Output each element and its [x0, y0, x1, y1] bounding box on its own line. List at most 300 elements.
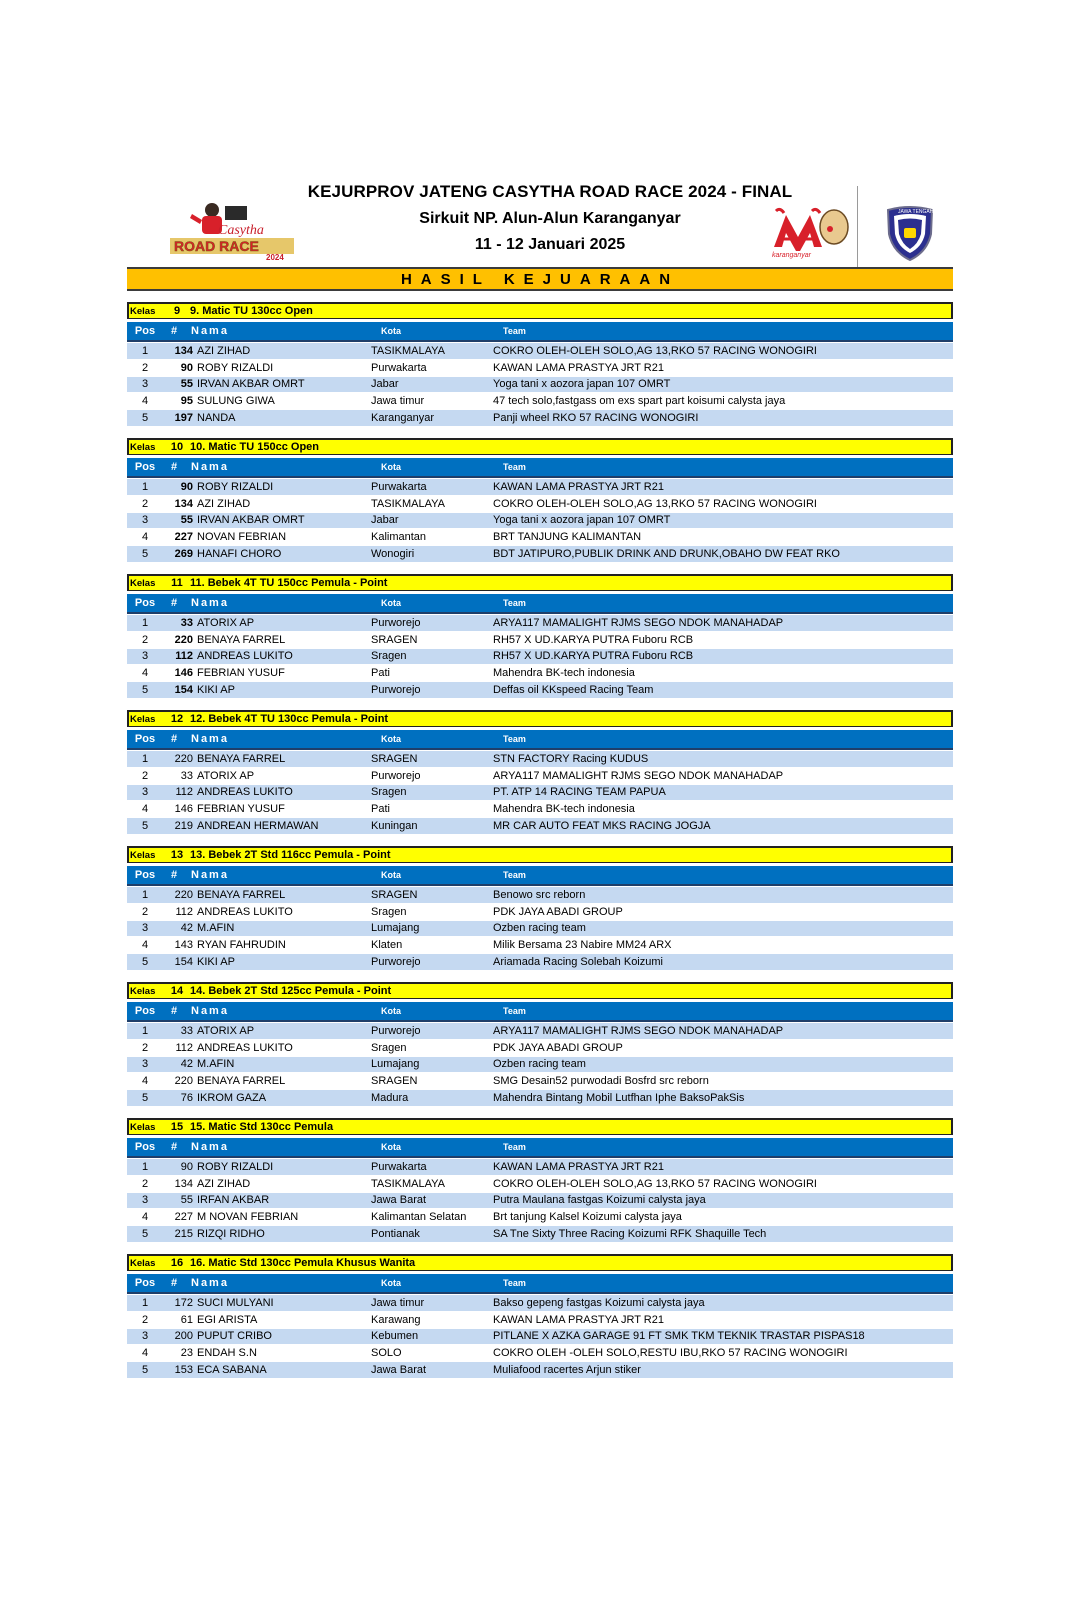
rider-team: Brt tanjung Kalsel Koizumi calysta jaya [493, 1211, 682, 1224]
position: 2 [141, 905, 149, 918]
result-row [127, 376, 953, 393]
rider-city: Sragen [371, 905, 407, 918]
rider-city: Sragen [371, 1041, 407, 1054]
col-pos: Pos [134, 869, 156, 881]
rider-team: Deffas oil KKspeed Racing Team [493, 684, 654, 697]
rider-team: MR CAR AUTO FEAT MKS RACING JOGJA [493, 820, 711, 833]
rider-city: Wonogiri [371, 548, 415, 561]
position: 4 [141, 667, 149, 680]
col-kota: Kota [381, 1142, 401, 1152]
position: 2 [141, 1313, 149, 1326]
race-number: 154 [174, 956, 193, 969]
position: 1 [141, 1024, 149, 1037]
rider-name: ROBY RIZALDI [197, 1160, 274, 1173]
col-nama: Nama [191, 1005, 229, 1017]
class-title-bar [127, 1118, 953, 1135]
race-number: 200 [174, 1330, 193, 1343]
position: 1 [141, 616, 149, 629]
rider-city: Klaten [371, 939, 403, 952]
col-team: Team [503, 870, 526, 880]
result-row [127, 817, 953, 834]
kelas-number: 9 [173, 305, 181, 317]
col-number: # [170, 325, 178, 337]
rider-city: TASIKMALAYA [371, 1177, 445, 1190]
kelas-label: Kelas [130, 305, 156, 317]
class-name: 9. Matic TU 130cc Open [190, 305, 313, 317]
rider-city: Purworejo [371, 684, 421, 697]
position: 1 [141, 752, 149, 765]
result-row [127, 648, 953, 665]
rider-name: KIKI AP [197, 684, 235, 697]
race-number: 143 [174, 939, 193, 952]
rider-team: COKRO OLEH-OLEH SOLO,AG 13,RKO 57 RACING WONOGIRI [493, 497, 817, 510]
rider-name: BENAYA FARREL [197, 633, 286, 646]
col-nama: Nama [191, 461, 229, 473]
rider-team: Mahendra Bintang Mobil Lutfhan Iphe BaksoPakSis [493, 1092, 745, 1105]
race-number: 112 [175, 650, 193, 663]
result-row [127, 1039, 953, 1056]
class-section-9 [127, 302, 953, 426]
rider-name: ANDREAN HERMAWAN [197, 820, 319, 833]
race-number: 95 [180, 395, 193, 408]
rider-team: Muliafood racertes Arjun stiker [493, 1364, 641, 1377]
race-number: 220 [174, 633, 193, 646]
rider-team: COKRO OLEH-OLEH SOLO,AG 13,RKO 57 RACING WONOGIRI [493, 344, 817, 357]
rider-team: RH57 X UD.KARYA PUTRA Fuboru RCB [493, 650, 694, 663]
position: 4 [141, 1347, 149, 1360]
race-number: 112 [175, 905, 193, 918]
rider-city: Pati [371, 667, 390, 680]
rider-team: KAWAN LAMA PRASTYA JRT R21 [493, 1160, 664, 1173]
rider-name: IRFAN AKBAR [197, 1194, 270, 1207]
class-name: 13. Bebek 2T Std 116cc Pemula - Point [190, 849, 391, 861]
result-row [127, 528, 953, 545]
race-number: 227 [174, 1211, 193, 1224]
col-nama: Nama [191, 597, 229, 609]
rider-name: ENDAH S.N [197, 1347, 257, 1360]
position: 1 [141, 1296, 149, 1309]
result-rows [127, 342, 953, 426]
rider-team: COKRO OLEH -OLEH SOLO,RESTU IBU,RKO 57 RACING WONOGIRI [493, 1347, 848, 1360]
race-number: 55 [180, 514, 193, 527]
rider-city: Purworejo [371, 616, 421, 629]
rider-city: SOLO [371, 1347, 402, 1360]
position: 1 [141, 344, 149, 357]
rider-name: RIZQI RIDHO [197, 1228, 265, 1241]
rider-name: ANDREAS LUKITO [197, 786, 293, 799]
circuit-name: Sirkuit NP. Alun-Alun Karanganyar [419, 210, 681, 227]
rider-name: M.AFIN [197, 922, 235, 935]
rider-name: AZI ZIHAD [197, 1177, 251, 1190]
rider-city: Jawa Barat [371, 1194, 427, 1207]
class-section-16 [127, 1254, 953, 1378]
kelas-number: 12 [170, 713, 184, 725]
result-row [127, 767, 953, 784]
class-title-bar [127, 710, 953, 727]
col-number: # [170, 461, 178, 473]
rider-team: KAWAN LAMA PRASTYA JRT R21 [493, 1313, 664, 1326]
kelas-number: 14 [170, 985, 184, 997]
position: 1 [141, 480, 149, 493]
col-team: Team [503, 326, 526, 336]
rider-team: PDK JAYA ABADI GROUP [493, 905, 623, 918]
position: 5 [141, 684, 149, 697]
rider-name: IKROM GAZA [197, 1092, 267, 1105]
result-row [127, 545, 953, 562]
race-number: 76 [180, 1092, 193, 1105]
position: 4 [141, 395, 149, 408]
col-pos: Pos [134, 1005, 156, 1017]
rider-city: Madura [371, 1092, 409, 1105]
kelas-label: Kelas [130, 1121, 156, 1133]
position: 4 [141, 939, 149, 952]
class-title-bar [127, 302, 953, 319]
rider-name: ANDREAS LUKITO [197, 650, 293, 663]
result-rows [127, 1158, 953, 1242]
rider-name: ATORIX AP [197, 1024, 255, 1037]
rider-name: FEBRIAN YUSUF [197, 803, 285, 816]
result-row [127, 1328, 953, 1345]
race-number: 146 [174, 667, 193, 680]
rider-team: Panji wheel RKO 57 RACING WONOGIRI [493, 412, 699, 425]
rider-team: Bakso gepeng fastgas Koizumi calysta jaya [493, 1296, 705, 1309]
rider-name: ROBY RIZALDI [197, 480, 274, 493]
col-team: Team [503, 734, 526, 744]
rider-team: KAWAN LAMA PRASTYA JRT R21 [493, 361, 664, 374]
result-rows [127, 614, 953, 698]
col-nama: Nama [191, 869, 229, 881]
race-number: 90 [180, 361, 193, 374]
race-number: 146 [174, 803, 193, 816]
imi-shield-logo [885, 204, 935, 262]
class-section-10 [127, 438, 953, 562]
rider-team: STN FACTORY Racing KUDUS [493, 752, 649, 765]
rider-team: Ariamada Racing Solebah Koizumi [493, 956, 663, 969]
rider-team: Putra Maulana fastgas Koizumi calysta jaya [493, 1194, 706, 1207]
rider-city: SRAGEN [371, 633, 418, 646]
rider-name: NANDA [197, 412, 236, 425]
rider-name: EGI ARISTA [197, 1313, 258, 1326]
race-number: 197 [174, 412, 193, 425]
rider-name: BENAYA FARREL [197, 752, 286, 765]
kelas-number: 13 [170, 849, 184, 861]
col-kota: Kota [381, 326, 401, 336]
race-number: 33 [180, 616, 193, 629]
rider-city: Lumajang [371, 922, 420, 935]
rider-name: IRVAN AKBAR OMRT [197, 514, 305, 527]
col-number: # [170, 1277, 178, 1289]
rider-name: ECA SABANA [197, 1364, 267, 1377]
position: 3 [141, 1058, 149, 1071]
col-kota: Kota [381, 598, 401, 608]
race-number: 112 [175, 1041, 193, 1054]
rider-city: Sragen [371, 786, 407, 799]
race-number: 55 [180, 1194, 193, 1207]
rider-team: KAWAN LAMA PRASTYA JRT R21 [493, 480, 664, 493]
rider-name: BENAYA FARREL [197, 888, 286, 901]
rider-team: PDK JAYA ABADI GROUP [493, 1041, 623, 1054]
col-kota: Kota [381, 1006, 401, 1016]
results-banner [127, 267, 953, 291]
result-row [127, 1192, 953, 1209]
result-row [127, 1056, 953, 1073]
column-header [127, 1274, 953, 1294]
rider-city: SRAGEN [371, 888, 418, 901]
col-nama: Nama [191, 733, 229, 745]
banner-title: HASIL KEJUARAAN [400, 270, 680, 288]
race-number: 220 [174, 1075, 193, 1088]
col-nama: Nama [191, 325, 229, 337]
rider-city: Kalimantan Selatan [371, 1211, 467, 1224]
col-pos: Pos [134, 325, 156, 337]
event-date: 11 - 12 Januari 2025 [474, 236, 626, 253]
position: 5 [141, 1228, 149, 1241]
rider-city: Kebumen [371, 1330, 419, 1343]
position: 3 [141, 378, 149, 391]
rider-city: TASIKMALAYA [371, 497, 445, 510]
rider-team: PT. ATP 14 RACING TEAM PAPUA [493, 786, 666, 799]
result-row [127, 920, 953, 937]
result-row [127, 800, 953, 817]
rider-team: Milik Bersama 23 Nabire MM24 ARX [493, 939, 672, 952]
kelas-label: Kelas [130, 577, 156, 589]
kelas-label: Kelas [130, 713, 156, 725]
column-header [127, 594, 953, 614]
race-number: 42 [180, 922, 193, 935]
position: 4 [141, 1075, 149, 1088]
position: 5 [141, 820, 149, 833]
result-row [127, 886, 953, 903]
result-row [127, 953, 953, 970]
result-row [127, 903, 953, 920]
position: 2 [141, 1177, 149, 1190]
position: 2 [141, 497, 149, 510]
rider-team: Yoga tani x aozora japan 107 OMRT [493, 514, 671, 527]
rider-city: Jabar [371, 514, 399, 527]
rider-city: Jawa timur [371, 395, 425, 408]
rider-city: Purworejo [371, 1024, 421, 1037]
race-number: 112 [175, 786, 193, 799]
result-row [127, 1311, 953, 1328]
rider-name: ROBY RIZALDI [197, 361, 274, 374]
rider-name: FEBRIAN YUSUF [197, 667, 285, 680]
rider-name: AZI ZIHAD [197, 344, 251, 357]
race-number: 220 [174, 752, 193, 765]
class-section-11 [127, 574, 953, 698]
rider-city: Lumajang [371, 1058, 420, 1071]
position: 3 [141, 786, 149, 799]
rider-city: Pati [371, 803, 390, 816]
rider-name: IRVAN AKBAR OMRT [197, 378, 305, 391]
rider-city: Jabar [371, 378, 399, 391]
class-name: 11. Bebek 4T TU 150cc Pemula - Point [190, 577, 388, 589]
svg-text:2024: 2024 [266, 253, 284, 260]
col-number: # [170, 1141, 178, 1153]
rider-city: Karanganyar [371, 412, 434, 425]
kelas-label: Kelas [130, 1257, 156, 1269]
class-title-bar [127, 982, 953, 999]
col-kota: Kota [381, 1278, 401, 1288]
rider-team: RH57 X UD.KARYA PUTRA Fuboru RCB [493, 633, 694, 646]
rider-name: RYAN FAHRUDIN [197, 939, 286, 952]
result-row [127, 478, 953, 495]
result-row [127, 1225, 953, 1242]
class-name: 14. Bebek 2T Std 125cc Pemula - Point [190, 985, 392, 997]
class-name: 16. Matic Std 130cc Pemula Khusus Wanita [190, 1257, 416, 1269]
rider-city: Jawa timur [371, 1296, 425, 1309]
header-divider [857, 186, 858, 272]
rider-team: BRT TANJUNG KALIMANTAN [493, 531, 642, 544]
rider-name: KIKI AP [197, 956, 235, 969]
karanganyar-logo [770, 205, 855, 260]
rider-city: Purworejo [371, 956, 421, 969]
col-team: Team [503, 1006, 526, 1016]
rider-name: AZI ZIHAD [197, 497, 251, 510]
result-row [127, 1208, 953, 1225]
result-rows [127, 1022, 953, 1106]
rider-name: SULUNG GIWA [197, 395, 275, 408]
col-pos: Pos [134, 733, 156, 745]
col-number: # [170, 869, 178, 881]
rider-city: Purwakarta [371, 1160, 427, 1173]
rider-name: ANDREAS LUKITO [197, 1041, 293, 1054]
position: 5 [141, 1364, 149, 1377]
rider-city: SRAGEN [371, 752, 418, 765]
kelas-number: 15 [170, 1121, 184, 1133]
result-row [127, 664, 953, 681]
column-header [127, 458, 953, 478]
class-title-bar [127, 1254, 953, 1271]
race-number: 154 [174, 684, 193, 697]
rider-team: ARYA117 MAMALIGHT RJMS SEGO NDOK MANAHADAP [493, 1024, 784, 1037]
race-number: 269 [174, 548, 193, 561]
col-nama: Nama [191, 1277, 229, 1289]
position: 3 [141, 1330, 149, 1343]
result-rows [127, 1294, 953, 1378]
rider-city: Pontianak [371, 1228, 420, 1241]
rider-team: Yoga tani x aozora japan 107 OMRT [493, 378, 671, 391]
col-team: Team [503, 462, 526, 472]
race-number: 172 [174, 1296, 193, 1309]
kelas-number: 10 [170, 441, 184, 453]
rider-name: PUPUT CRIBO [197, 1330, 272, 1343]
col-pos: Pos [134, 461, 156, 473]
position: 5 [141, 412, 149, 425]
result-rows [127, 478, 953, 562]
svg-text:ROAD RACE: ROAD RACE [174, 238, 259, 254]
result-rows [127, 750, 953, 834]
class-section-14 [127, 982, 953, 1106]
kelas-label: Kelas [130, 849, 156, 861]
position: 3 [141, 922, 149, 935]
result-row [127, 1361, 953, 1378]
position: 2 [141, 361, 149, 374]
position: 1 [141, 888, 149, 901]
rider-city: Sragen [371, 650, 407, 663]
col-kota: Kota [381, 870, 401, 880]
rider-team: PITLANE X AZKA GARAGE 91 FT SMK TKM TEKNIK TRASTAR PISPAS18 [493, 1330, 865, 1343]
kelas-label: Kelas [130, 441, 156, 453]
col-nama: Nama [191, 1141, 229, 1153]
race-number: 33 [180, 769, 193, 782]
position: 4 [141, 1211, 149, 1224]
svg-text:karanganyar: karanganyar [772, 252, 811, 259]
col-number: # [170, 597, 178, 609]
position: 5 [141, 1092, 149, 1105]
race-number: 134 [174, 1177, 193, 1190]
col-pos: Pos [134, 1277, 156, 1289]
class-name: 12. Bebek 4T TU 130cc Pemula - Point [190, 713, 389, 725]
result-rows [127, 886, 953, 970]
rider-team: SA Tne Sixty Three Racing Koizumi RFK Shaquille Tech [493, 1228, 767, 1241]
rider-city: Purworejo [371, 769, 421, 782]
class-name: 10. Matic TU 150cc Open [190, 441, 319, 453]
rider-team: 47 tech solo,fastgass om exs spart part koisumi calysta jaya [493, 395, 786, 408]
result-row [127, 392, 953, 409]
position: 2 [141, 769, 149, 782]
result-row [127, 1175, 953, 1192]
position: 3 [141, 650, 149, 663]
rider-name: ATORIX AP [197, 769, 255, 782]
result-row [127, 681, 953, 698]
rider-team: Benowo src reborn [493, 888, 586, 901]
race-number: 215 [174, 1228, 193, 1241]
rider-team: Ozben racing team [493, 1058, 586, 1071]
class-name: 15. Matic Std 130cc Pemula [190, 1121, 334, 1133]
race-number: 134 [174, 344, 193, 357]
position: 2 [141, 1041, 149, 1054]
result-row [127, 1158, 953, 1175]
rider-team: Mahendra BK-tech indonesia [493, 667, 635, 680]
race-number: 55 [180, 378, 193, 391]
kelas-number: 16 [170, 1257, 184, 1269]
class-section-12 [127, 710, 953, 834]
result-row [127, 409, 953, 426]
rider-name: ATORIX AP [197, 616, 255, 629]
rider-city: Kalimantan [371, 531, 427, 544]
rider-city: Purwakarta [371, 480, 427, 493]
class-section-15 [127, 1118, 953, 1242]
rider-team: ARYA117 MAMALIGHT RJMS SEGO NDOK MANAHADAP [493, 769, 784, 782]
col-number: # [170, 733, 178, 745]
race-number: 90 [180, 1160, 193, 1173]
race-number: 220 [174, 888, 193, 901]
result-row [127, 1072, 953, 1089]
result-row [127, 936, 953, 953]
rider-team: Mahendra BK-tech indonesia [493, 803, 635, 816]
column-header [127, 1138, 953, 1158]
kelas-number: 11 [171, 577, 183, 589]
col-pos: Pos [134, 1141, 156, 1153]
result-row [127, 1344, 953, 1361]
col-team: Team [503, 1278, 526, 1288]
race-number: 134 [174, 497, 193, 510]
col-kota: Kota [381, 462, 401, 472]
position: 4 [141, 531, 149, 544]
position: 2 [141, 633, 149, 646]
col-pos: Pos [134, 597, 156, 609]
column-header [127, 866, 953, 886]
rider-team: SMG Desain52 purwodadi Bosfrd src reborn [493, 1075, 709, 1088]
column-header [127, 322, 953, 342]
result-row [127, 495, 953, 512]
rider-city: Karawang [371, 1313, 421, 1326]
result-row [127, 359, 953, 376]
result-row [127, 1294, 953, 1311]
rider-name: M NOVAN FEBRIAN [197, 1211, 299, 1224]
rider-team: COKRO OLEH-OLEH SOLO,AG 13,RKO 57 RACING WONOGIRI [493, 1177, 817, 1190]
result-row [127, 1022, 953, 1039]
